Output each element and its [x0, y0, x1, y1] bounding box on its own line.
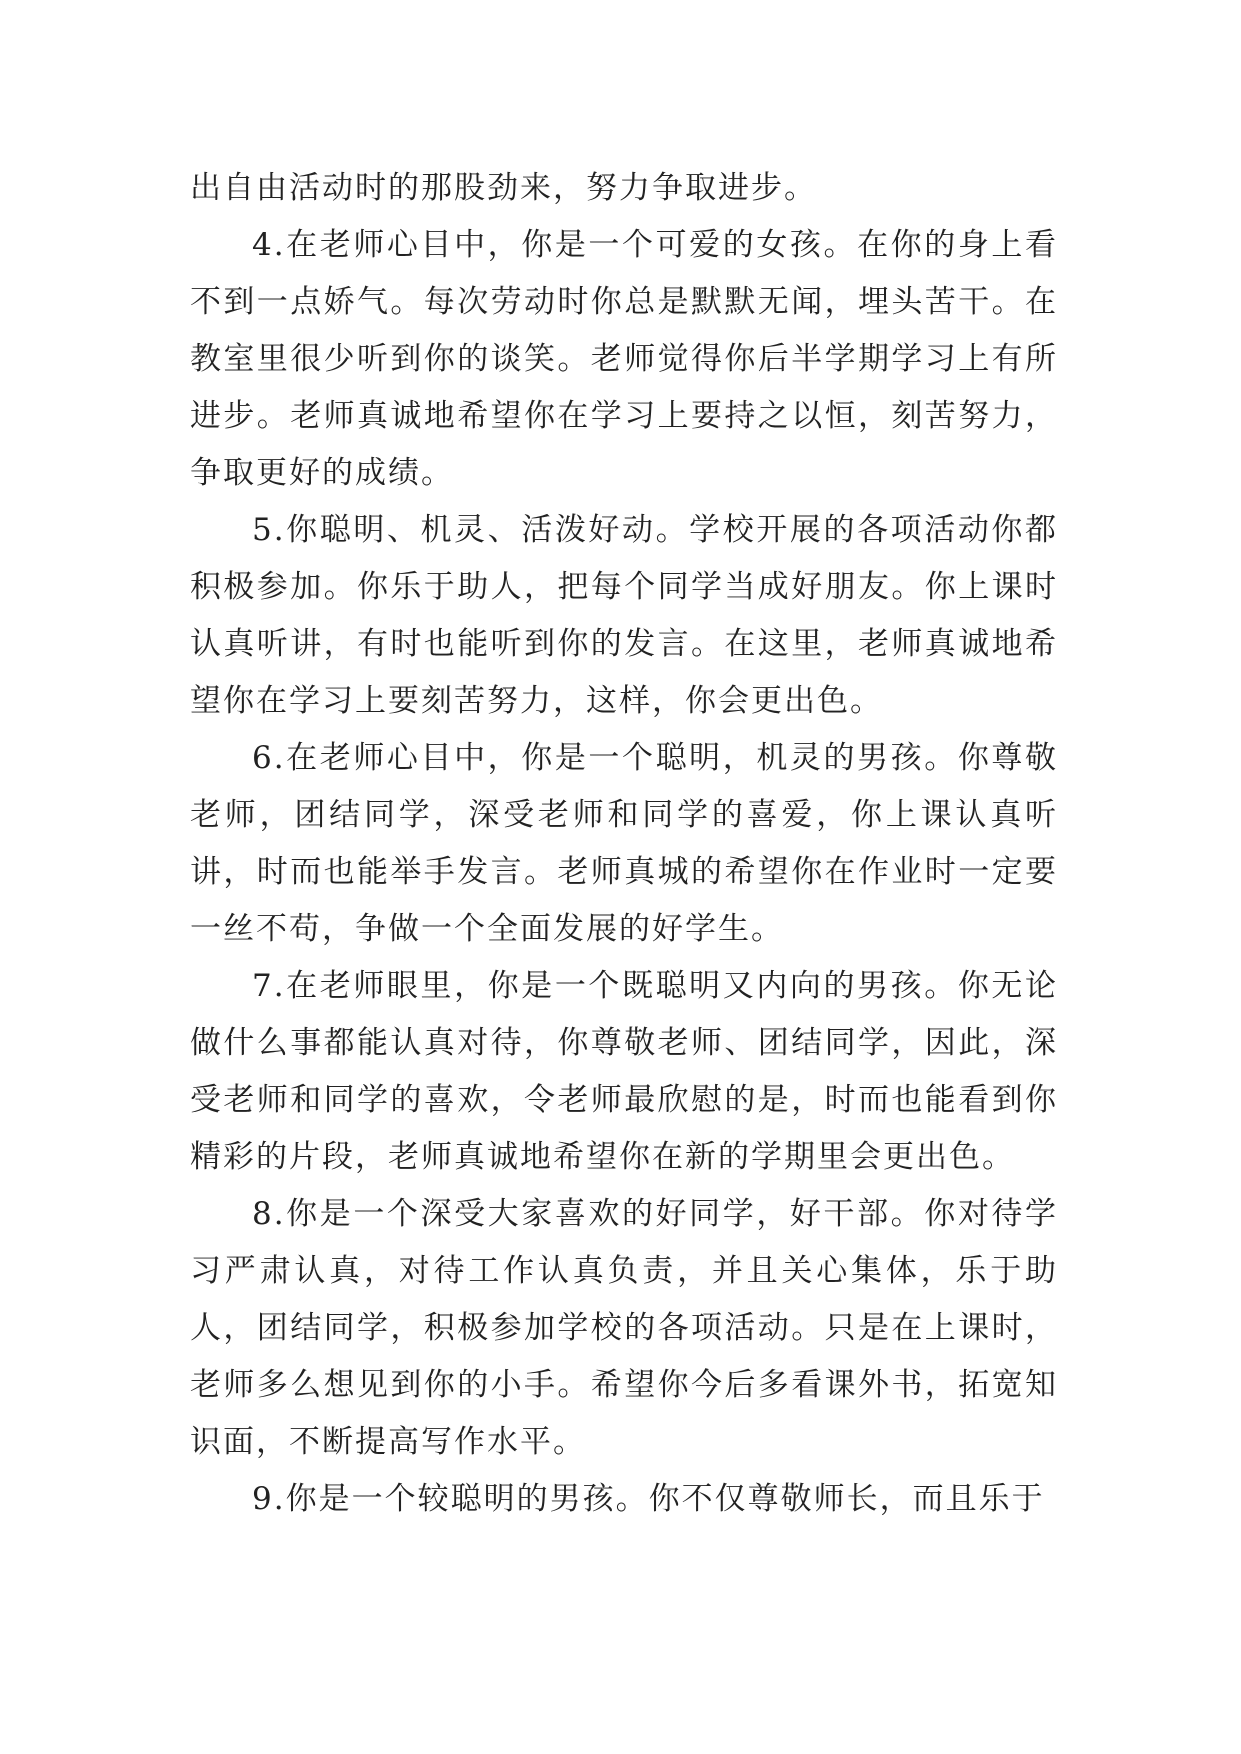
- paragraph-item-4: 4.在老师心目中，你是一个可爱的女孩。在你的身上看不到一点娇气。每次劳动时你总是默默无闻，埋头苦干。在教室里很少听到你的谈笑。老师觉得你后半学期学习上有所进步。老师真诚地希望你在学习上要持之以恒，刻苦努力，争取更好的成绩。: [190, 227, 1058, 491]
- paragraph-item-7: 7.在老师眼里，你是一个既聪明又内向的男孩。你无论做什么事都能认真对待，你尊敬老师、团结同学，因此，深受老师和同学的喜欢，令老师最欣慰的是，时而也能看到你精彩的片段，老师真诚地希望你在新的学期里会更出色。: [190, 968, 1058, 1175]
- paragraph-item-8: 8.你是一个深受大家喜欢的好同学，好干部。你对待学习严肃认真，对待工作认真负责，并且关心集体，乐于助人，团结同学，积极参加学校的各项活动。只是在上课时，老师多么想见到你的小手。希望你今后多看课外书，拓宽知识面，不断提高写作水平。: [190, 1196, 1058, 1460]
- paragraph-continuation: 出自由活动时的那股劲来，努力争取进步。: [190, 170, 817, 206]
- paragraph-item-6: 6.在老师心目中，你是一个聪明，机灵的男孩。你尊敬老师，团结同学，深受老师和同学的喜爱，你上课认真听讲，时而也能举手发言。老师真城的希望你在作业时一定要一丝不苟，争做一个全面发展的好学生。: [190, 740, 1058, 947]
- paragraph-item-5: 5.你聪明、机灵、活泼好动。学校开展的各项活动你都积极参加。你乐于助人，把每个同学当成好朋友。你上课时认真听讲，有时也能听到你的发言。在这里，老师真诚地希望你在学习上要刻苦努力，这样，你会更出色。: [190, 512, 1058, 719]
- paragraph-item-9: 9.你是一个较聪明的男孩。你不仅尊敬师长，而且乐于: [252, 1481, 1045, 1517]
- document-body: [190, 160, 1058, 1528]
